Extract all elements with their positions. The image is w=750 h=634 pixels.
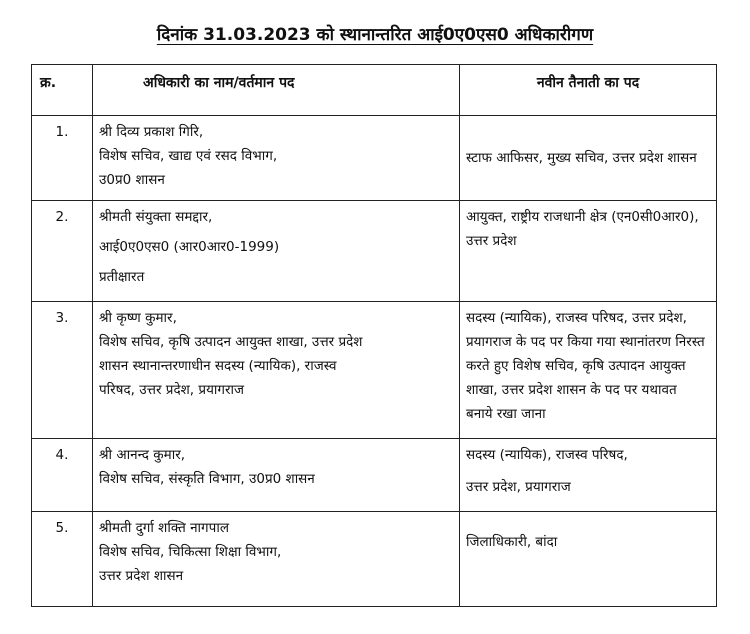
table-header-row bbox=[32, 65, 717, 116]
new-post-line: करते हुए विशेष सचिव, कृषि उत्पादन आयुक्त bbox=[466, 358, 686, 374]
transfer-table bbox=[31, 64, 717, 607]
table-row bbox=[32, 302, 717, 439]
officer-line: उत्तर प्रदेश शासन bbox=[99, 568, 184, 584]
new-post-line: जिलाधिकारी, बांदा bbox=[466, 534, 558, 550]
new-post-line: सदस्य (न्यायिक), राजस्व परिषद, उत्तर प्रदेश, bbox=[466, 310, 687, 326]
officer-line: विशेष सचिव, संस्कृति विभाग, उ0प्र0 शासन bbox=[99, 471, 315, 487]
header-serial: क्र. bbox=[32, 65, 93, 116]
officer-line: आई0ए0एस0 (आर0आर0-1999) bbox=[99, 239, 280, 255]
header-new-post: नवीन तैनाती का पद bbox=[460, 65, 717, 116]
row-officer bbox=[93, 512, 460, 607]
row-officer bbox=[93, 201, 460, 302]
row-new-post bbox=[460, 302, 717, 439]
table-row bbox=[32, 512, 717, 607]
document-title: दिनांक 31.03.2023 को स्थानान्तरित आई0ए0एस0 अधिकारीगण bbox=[156, 25, 594, 45]
officer-line: विशेष सचिव, कृषि उत्पादन आयुक्त शाखा, उत्तर प्रदेश bbox=[99, 334, 363, 350]
row-serial: 4. bbox=[32, 439, 93, 512]
new-post-line: बनाये रखा जाना bbox=[466, 406, 546, 422]
new-post-line: स्टाफ आफिसर, मुख्य सचिव, उत्तर प्रदेश शासन bbox=[466, 150, 697, 166]
officer-line: उ0प्र0 शासन bbox=[99, 172, 165, 188]
officer-line: श्रीमती दुर्गा शक्ति नागपाल bbox=[99, 520, 229, 536]
row-new-post bbox=[460, 512, 717, 607]
new-post-line: आयुक्त, राष्ट्रीय राजधानी क्षेत्र (एन0सी0आर0), bbox=[466, 209, 699, 225]
officer-line: श्रीमती संयुक्ता समद्दार, bbox=[99, 209, 213, 225]
officer-line: श्री आनन्द कुमार, bbox=[99, 447, 186, 463]
row-new-post bbox=[460, 201, 717, 302]
new-post-line: सदस्य (न्यायिक), राजस्व परिषद, bbox=[466, 447, 628, 463]
table-row bbox=[32, 116, 717, 201]
officer-line: परिषद, उत्तर प्रदेश, प्रयागराज bbox=[99, 382, 245, 398]
header-officer: अधिकारी का नाम/वर्तमान पद bbox=[93, 65, 460, 116]
row-officer bbox=[93, 116, 460, 201]
row-serial: 5. bbox=[32, 512, 93, 607]
new-post-line: उत्तर प्रदेश, प्रयागराज bbox=[466, 479, 571, 495]
table-row bbox=[32, 439, 717, 512]
row-officer bbox=[93, 302, 460, 439]
new-post-line: शाखा, उत्तर प्रदेश शासन के पद पर यथावत bbox=[466, 382, 677, 398]
row-serial: 1. bbox=[32, 116, 93, 201]
row-officer bbox=[93, 439, 460, 512]
officer-line: श्री दिव्य प्रकाश गिरि, bbox=[99, 124, 204, 140]
row-serial: 2. bbox=[32, 201, 93, 302]
row-new-post bbox=[460, 116, 717, 201]
officer-line: श्री कृष्ण कुमार, bbox=[99, 310, 177, 326]
table-row bbox=[32, 201, 717, 302]
officer-line: प्रतीक्षारत bbox=[99, 269, 145, 285]
officer-line: विशेष सचिव, चिकित्सा शिक्षा विभाग, bbox=[99, 544, 282, 560]
new-post-line: प्रयागराज के पद पर किया गया स्थानांतरण निरस्त bbox=[466, 334, 705, 350]
officer-line: विशेष सचिव, खाद्य एवं रसद विभाग, bbox=[99, 148, 278, 164]
new-post-line: उत्तर प्रदेश bbox=[466, 233, 517, 249]
row-new-post bbox=[460, 439, 717, 512]
officer-line: शासन स्थानान्तरणाधीन सदस्य (न्यायिक), राजस्व bbox=[99, 358, 337, 374]
row-serial: 3. bbox=[32, 302, 93, 439]
